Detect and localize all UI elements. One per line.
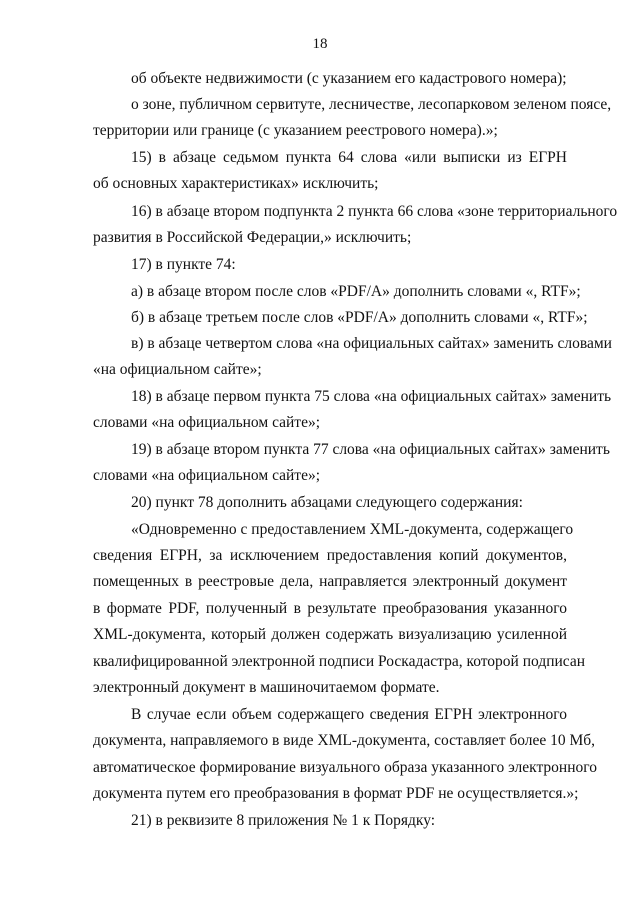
text-line: электронный документ в машиночитаемом формате.: [93, 679, 440, 696]
text-line: 18) в абзаце первом пункта 75 слова «на официальных сайтах» заменить: [131, 388, 612, 405]
text-line: документа, направляемого в виде XML-документа, составляет более 10 Мб,: [93, 732, 596, 749]
text-line: развития в Российской Федерации,» исключить;: [93, 229, 412, 246]
text-line: XML-документа, который должен содержать визуализацию усиленной: [93, 626, 567, 643]
text-line: 19) в абзаце втором пункта 77 слова «на официальных сайтах» заменить: [131, 441, 610, 458]
text-line: 21) в реквизите 8 приложения № 1 к Порядку:: [131, 812, 436, 829]
text-line: квалифицированной электронной подписи Роскадастра, которой подписан: [93, 653, 586, 670]
text-line: В случае если объем содержащего сведения ЕГРН электронного: [131, 706, 567, 723]
text-line: 15) в абзаце седьмом пункта 64 слова «или выписки из ЕГРН: [131, 149, 567, 166]
text-line: документа путем его преобразования в формат PDF не осуществляется.»;: [93, 785, 579, 802]
text-line: «на официальном сайте»;: [93, 361, 262, 378]
text-line: сведения ЕГРН, за исключением предоставления копий документов,: [93, 547, 567, 564]
text-line: помещенных в реестровые дела, направляется электронный документ: [93, 573, 567, 590]
text-line: словами «на официальном сайте»;: [93, 414, 321, 431]
text-line: в формате PDF, полученный в результате преобразования указанного: [93, 600, 567, 617]
text-line: в) в абзаце четвертом слова «на официальных сайтах» заменить словами: [131, 335, 612, 352]
text-line: 17) в пункте 74:: [131, 256, 236, 273]
page-number: 18: [312, 36, 328, 52]
text-line: б) в абзаце третьем после слов «PDF/A» дополнить словами «, RTF»;: [131, 309, 588, 326]
text-line: 20) пункт 78 дополнить абзацами следующего содержания:: [131, 494, 523, 511]
text-line: автоматическое формирование визуального образа указанного электронного: [93, 759, 597, 776]
text-line: 16) в абзаце втором подпункта 2 пункта 66 слова «зоне территориального: [131, 203, 618, 220]
text-line: а) в абзаце втором после слов «PDF/A» дополнить словами «, RTF»;: [131, 283, 581, 300]
text-line: об основных характеристиках» исключить;: [93, 175, 379, 192]
text-line: словами «на официальном сайте»;: [93, 467, 321, 484]
text-line: территории или границе (с указанием реестрового номера).»;: [93, 122, 498, 139]
text-line: «Одновременно с предоставлением XML-документа, содержащего: [131, 521, 574, 538]
text-line: об объекте недвижимости (с указанием его кадастрового номера);: [131, 70, 567, 87]
text-line: о зоне, публичном сервитуте, лесничестве, лесопарковом зеленом поясе,: [131, 96, 612, 113]
